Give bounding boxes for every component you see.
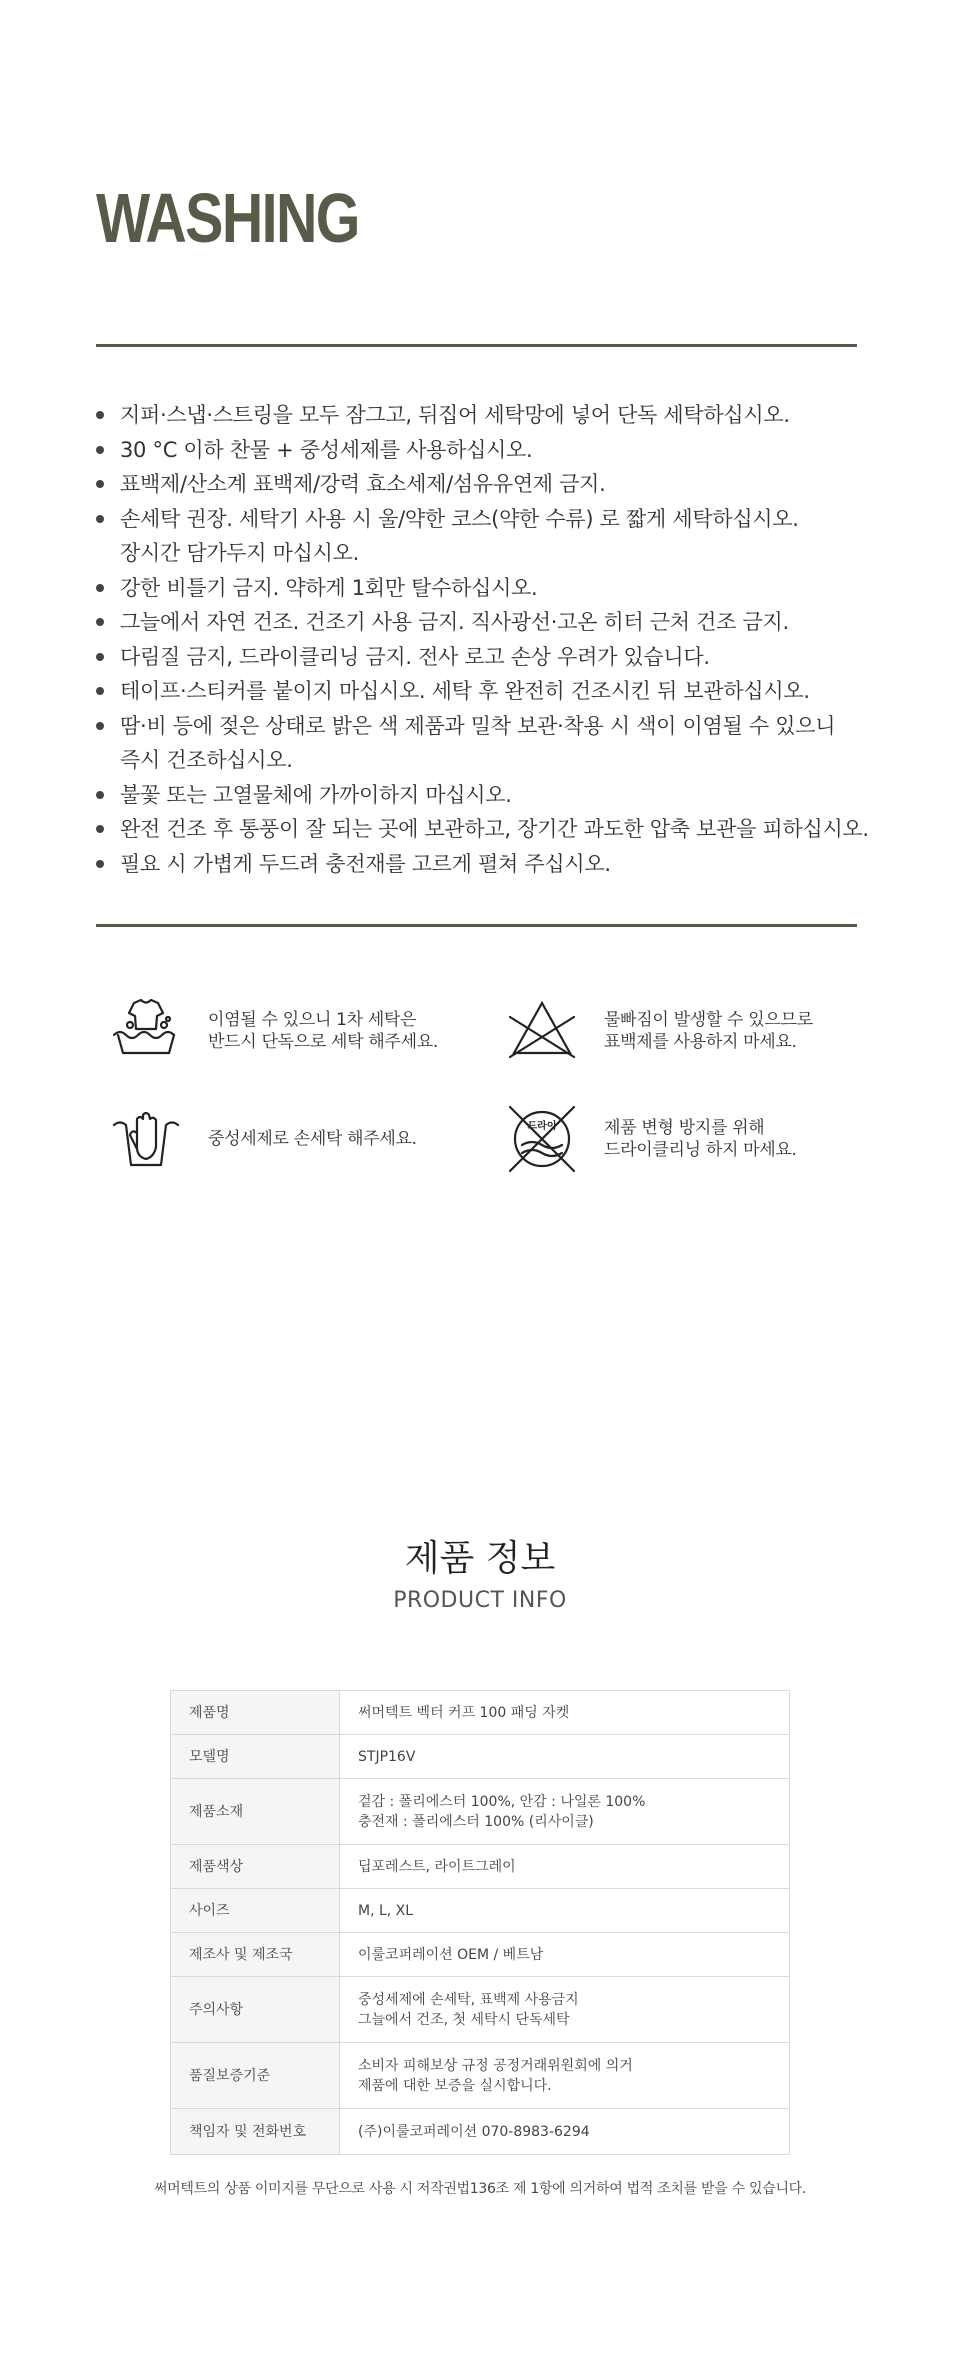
row-value: 딥포레스트, 라이트그레이: [340, 1845, 790, 1889]
row-label: 제품명: [171, 1691, 340, 1735]
separate-wash-icon: [110, 995, 182, 1067]
list-item: 강한 비틀기 금지. 약하게 1회만 탈수하십시오.: [96, 571, 886, 606]
row-label: 사이즈: [171, 1889, 340, 1933]
hand-wash-icon: [110, 1103, 182, 1175]
row-value: 겉감 : 폴리에스터 100%, 안감 : 나일론 100% 충전재 : 폴리에스터 100% (리사이클): [340, 1779, 790, 1845]
list-item: 손세탁 권장. 세탁기 사용 시 울/약한 코스(약한 수류) 로 짧게 세탁하십시오. 장시간 담가두지 마십시오.: [96, 502, 886, 571]
list-item: 불꽃 또는 고열물체에 가까이하지 마십시오.: [96, 778, 886, 813]
list-item: 30 °C 이하 찬물 + 중성세제를 사용하십시오.: [96, 433, 886, 468]
table-row: [171, 1845, 790, 1889]
washing-title: WASHING: [96, 179, 359, 257]
row-label: 제품소재: [171, 1779, 340, 1845]
washing-tips-list: [96, 398, 886, 881]
divider-top: [96, 344, 857, 347]
divider-bottom: [96, 924, 857, 927]
table-row: [171, 1889, 790, 1933]
list-item: 그늘에서 자연 건조. 건조기 사용 금지. 직사광선·고온 히터 근처 건조 금지.: [96, 605, 886, 640]
table-row: [171, 1691, 790, 1735]
table-row: [171, 1735, 790, 1779]
care-item-no-dry-clean: [506, 1103, 797, 1175]
row-label: 책임자 및 전화번호: [171, 2109, 340, 2155]
table-row: [171, 1779, 790, 1845]
list-item: 테이프·스티커를 붙이지 마십시오. 세탁 후 완전히 건조시킨 뒤 보관하십시오.: [96, 674, 886, 709]
row-label: 모델명: [171, 1735, 340, 1779]
product-info-title: 제품 정보: [404, 1538, 556, 1579]
row-label: 품질보증기준: [171, 2043, 340, 2109]
care-item-hand-wash: [110, 1103, 417, 1175]
table-row: [171, 2109, 790, 2155]
list-item: 다림질 금지, 드라이클리닝 금지. 전사 로고 손상 우려가 있습니다.: [96, 640, 886, 675]
care-text: 이염될 수 있으니 1차 세탁은 반드시 단독으로 세탁 해주세요.: [208, 1010, 439, 1052]
care-item-separate-wash: [110, 995, 438, 1067]
row-value: 이룰코퍼레이션 OEM / 베트남: [340, 1933, 790, 1977]
table-row: [171, 1977, 790, 2043]
care-text: 물빠짐이 발생할 수 있으므로 표백제를 사용하지 마세요.: [604, 1010, 813, 1052]
row-label: 제품색상: [171, 1845, 340, 1889]
list-item: 땀·비 등에 젖은 상태로 밝은 색 제품과 밀착 보관·착용 시 색이 이염될 수 있으니 즉시 건조하십시오.: [96, 709, 886, 778]
copyright-notice: 써머텍트의 상품 이미지를 무단으로 사용 시 저작권법136조 제 1항에 의거하여 법적 조치를 받을 수 있습니다.: [153, 2181, 807, 2197]
row-label: 제조사 및 제조국: [171, 1933, 340, 1977]
row-value: M, L, XL: [340, 1889, 790, 1933]
row-value: 중성세제에 손세탁, 표백제 사용금지 그늘에서 건조, 첫 세탁시 단독세탁: [340, 1977, 790, 2043]
list-item: 필요 시 가볍게 두드려 충전재를 고르게 펼쳐 주십시오.: [96, 847, 886, 882]
row-value: (주)이룰코퍼레이션 070-8983-6294: [340, 2109, 790, 2155]
care-item-no-bleach: [506, 995, 813, 1067]
row-value: 써머텍트 벡터 커프 100 패딩 자켓: [340, 1691, 790, 1735]
product-info-subtitle: PRODUCT INFO: [393, 1588, 567, 1613]
care-text: 중성세제로 손세탁 해주세요.: [208, 1129, 417, 1149]
row-value: 소비자 피해보상 규정 공정거래위원회에 의거 제품에 대한 보증을 실시합니다.: [340, 2043, 790, 2109]
table-row: [171, 2043, 790, 2109]
row-value: STJP16V: [340, 1735, 790, 1779]
table-row: [171, 1933, 790, 1977]
product-info-table: [170, 1690, 790, 2155]
no-bleach-icon: [506, 995, 578, 1067]
care-text: 제품 변형 방지를 위해 드라이클리닝 하지 마세요.: [604, 1118, 797, 1160]
list-item: 표백제/산소계 표백제/강력 효소세제/섬유유연제 금지.: [96, 467, 886, 502]
list-item: 지퍼·스냅·스트링을 모두 잠그고, 뒤집어 세탁망에 넣어 단독 세탁하십시오.: [96, 398, 886, 433]
dry-icon-label: 드라이: [527, 1121, 557, 1132]
row-label: 주의사항: [171, 1977, 340, 2043]
no-dry-clean-icon: [506, 1103, 578, 1175]
list-item: 완전 건조 후 통풍이 잘 되는 곳에 보관하고, 장기간 과도한 압축 보관을 피하십시오.: [96, 812, 886, 847]
